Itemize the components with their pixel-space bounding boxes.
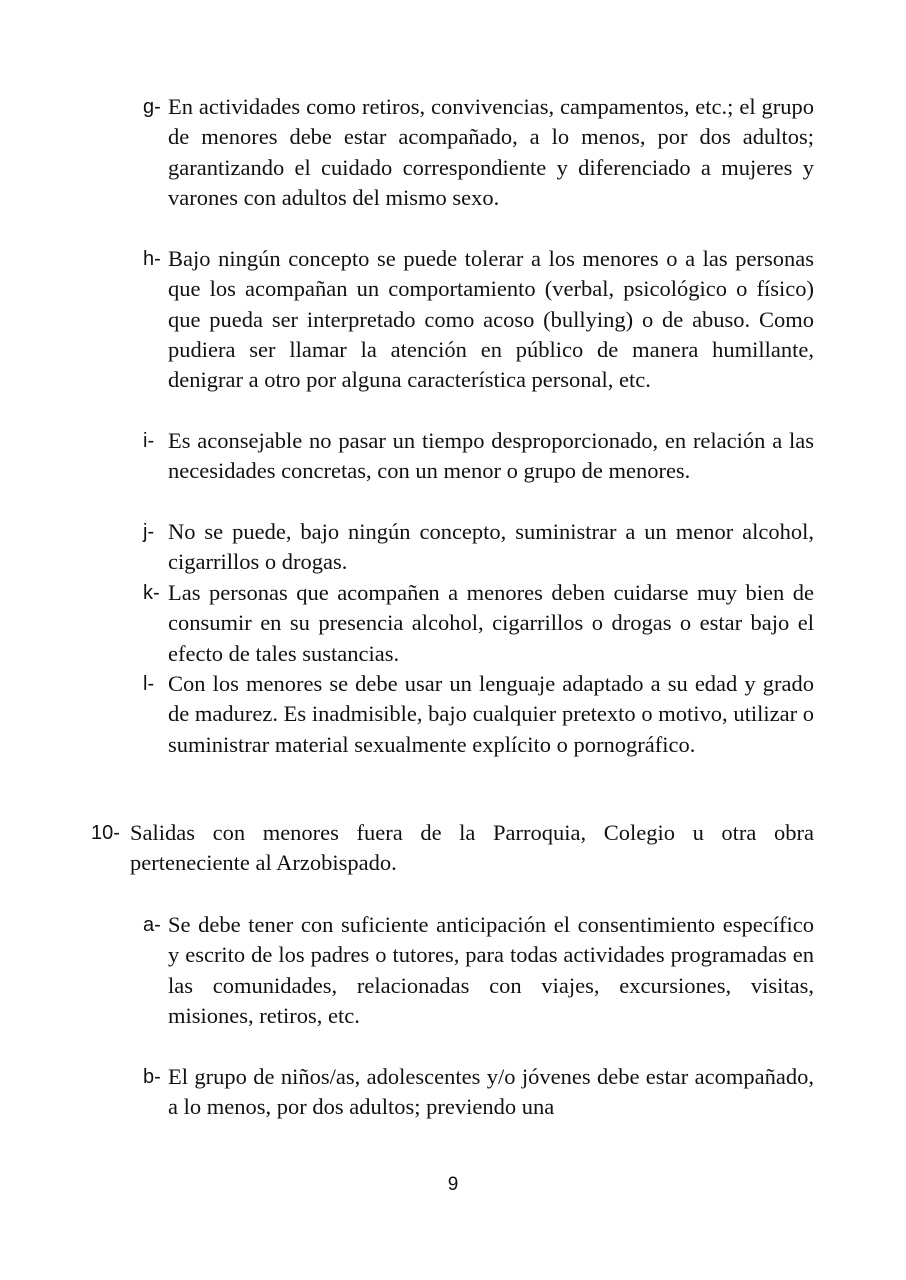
section-10-heading: [91, 818, 814, 879]
list-item-a: [143, 910, 814, 1031]
list-item-text: No se puede, bajo ningún concepto, suministrar a un menor alcohol, cigarrillos o drogas.: [168, 519, 814, 575]
list-marker: l-: [143, 673, 155, 695]
list-item-text: Las personas que acompañen a menores deben cuidarse muy bien de consumir en su presencia alcohol, cigarrillos o drogas o estar bajo el efecto de tales sustancias.: [168, 580, 814, 666]
section-number: 10-: [91, 822, 120, 844]
page-number: 9: [447, 1174, 459, 1195]
list-marker: k-: [143, 582, 160, 604]
list-item-text: Bajo ningún concepto se puede tolerar a los menores o a las personas que los acompañan un comportamiento (verbal, psicológico o físico) que pueda ser interpretado como acoso (bullying) o de abuso. Como pudiera ser llamar la atención en público de manera humillante, denigrar a otro por alguna característica personal, etc.: [168, 246, 814, 393]
list-item-j: [143, 517, 814, 578]
list-item-h: [143, 244, 814, 395]
list-marker: j-: [143, 521, 155, 543]
list-item-text: El grupo de niños/as, adolescentes y/o jóvenes debe estar acompañado, a lo menos, por dos adultos; previendo una: [168, 1064, 814, 1120]
list-item-g: [143, 92, 814, 213]
list-item-text: En actividades como retiros, convivencias, campamentos, etc.; el grupo de menores debe estar acompañado, a lo menos, por dos adultos; garantizando el cuidado correspondiente y diferenciado a mujeres y varones con adultos del mismo sexo.: [168, 94, 814, 210]
list-item-text: Se debe tener con suficiente anticipación el consentimiento específico y escrito de los padres o tutores, para todas actividades programadas en las comunidades, relacionadas con viajes, excursiones, visitas, misiones, retiros, etc.: [168, 912, 814, 1028]
list-item-b: [143, 1062, 814, 1123]
list-item-l: [143, 669, 814, 760]
list-item-i: [143, 426, 814, 487]
list-marker: i-: [143, 430, 155, 452]
section-heading-text: Salidas con menores fuera de la Parroquia, Colegio u otra obra perteneciente al Arzobispado.: [130, 820, 814, 876]
list-item-text: Con los menores se debe usar un lenguaje adaptado a su edad y grado de madurez. Es inadmisible, bajo cualquier pretexto o motivo, utilizar o suministrar material sexualmente explícito o pornográfico.: [168, 671, 814, 757]
list-item-k: [143, 578, 814, 669]
list-marker: a-: [143, 914, 161, 936]
list-marker: b-: [143, 1066, 161, 1088]
list-marker: h-: [143, 248, 161, 270]
list-marker: g-: [143, 96, 161, 118]
list-item-text: Es aconsejable no pasar un tiempo desproporcionado, en relación a las necesidades concretas, con un menor o grupo de menores.: [168, 428, 814, 484]
